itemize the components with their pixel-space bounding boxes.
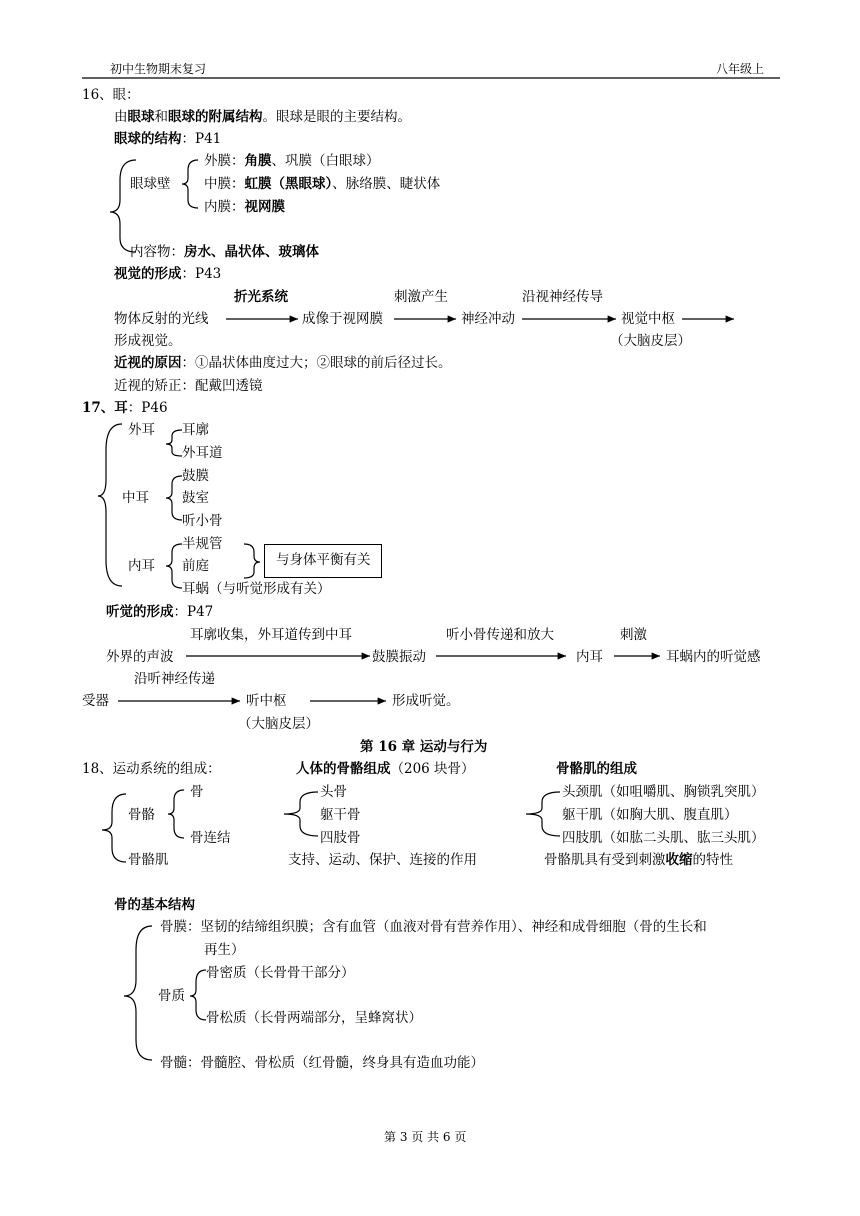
skeleton-label: 骨骼: [128, 807, 155, 823]
hearing-label-stimulus: 刺激: [620, 627, 647, 643]
balance-brace: [244, 544, 260, 578]
eye-structure-heading: 眼球的结构：P41: [114, 131, 222, 147]
periosteum-line-1: 骨膜：坚韧的结缔组织膜；含有血管（血液对骨有营养作用）、神经和成骨细胞（骨的生长和: [160, 919, 707, 935]
eye-wall-brace: [182, 160, 198, 208]
bones-brace: [284, 792, 318, 836]
ear-item-cochlea: 耳蜗（与听觉形成有关）: [182, 581, 331, 597]
ear-outer-ear-brace: [166, 430, 182, 456]
vision-label-stimulus: 刺激产生: [394, 289, 448, 305]
hearing-label-collect: 耳廓收集，外耳道传到中耳: [190, 627, 352, 643]
eye-contents: 内容物：房水、晶状体、玻璃体: [130, 244, 319, 260]
skeleton-function: 支持、运动、保护、连接的作用: [288, 852, 477, 868]
bone-skull: 头骨: [320, 784, 347, 800]
skeleton-heading: 人体的骨骼组成（206 块骨）: [296, 761, 475, 777]
ear-outer-brace: [98, 424, 122, 586]
vision-cortex: （大脑皮层）: [610, 333, 691, 349]
compact-bone: 骨密质（长骨骨干部分）: [206, 965, 355, 981]
muscle-property: 骨骼肌具有受到刺激收缩的特性: [544, 852, 733, 868]
vision-label-refraction: 折光系统: [234, 289, 288, 305]
muscle-limbs: 四肢肌（如肱二头肌、肱三头肌）: [562, 830, 765, 846]
bone-substance-label: 骨质: [158, 988, 185, 1004]
myopia-correction: 近视的矫正：配戴凹透镜: [114, 378, 263, 394]
bone-structure-heading: 骨的基本结构: [114, 897, 195, 913]
header-right: 八年级上: [716, 62, 765, 76]
vision-heading: 视觉的形成：P43: [114, 266, 222, 282]
muscle-trunk: 躯干肌（如胸大肌、腹直肌）: [562, 807, 738, 823]
bone-substance-brace: [190, 970, 206, 1020]
vision-result: 形成视觉。: [114, 333, 182, 349]
hearing-node-receptor-2: 受器: [82, 693, 109, 709]
hearing-node-sound: 外界的声波: [106, 649, 174, 665]
ear-item-tympanic: 鼓室: [182, 490, 209, 506]
bone-limbs: 四肢骨: [320, 830, 361, 846]
muscle-heading: 骨骼肌的组成: [556, 761, 637, 777]
vision-node-light: 物体反射的光线: [114, 311, 209, 327]
vision-node-retina: 成像于视网膜: [302, 311, 383, 327]
section-17-title: 17、耳：P46: [82, 400, 168, 416]
vision-node-impulse: 神经冲动: [461, 311, 515, 327]
ear-item-ossicles: 听小骨: [182, 513, 223, 529]
page-footer: 第 3 页 共 6 页: [384, 1130, 467, 1144]
hearing-label-nerve: 沿听神经传递: [134, 671, 215, 687]
hearing-node-center: 听中枢: [246, 693, 287, 709]
bone-marrow: 骨髓：骨髓腔、骨松质（红骨髓，终身具有造血功能）: [160, 1055, 484, 1071]
ear-item-eardrum: 鼓膜: [182, 468, 209, 484]
eyeball-wall-label: 眼球壁: [130, 176, 171, 192]
hearing-label-ossicles: 听小骨传递和放大: [446, 627, 554, 643]
myopia-cause: 近视的原因：①晶状体曲度过大；②眼球的前后径过长。: [114, 355, 452, 371]
muscle-label: 骨骼肌: [128, 852, 169, 868]
ear-item-auricle: 耳廓: [182, 422, 209, 438]
ear-item-vestibule: 前庭: [182, 558, 209, 574]
hearing-node-eardrum: 鼓膜振动: [372, 649, 426, 665]
middle-ear-label: 中耳: [122, 490, 149, 506]
outer-membrane: 外膜：角膜、巩膜（白眼球）: [204, 153, 380, 169]
vision-node-center: 视觉中枢: [621, 311, 675, 327]
hearing-result: 形成听觉。: [392, 693, 460, 709]
hearing-heading: 听觉的形成：P47: [106, 604, 214, 620]
header-left: 初中生物期末复习: [110, 62, 207, 76]
middle-membrane: 中膜：虹膜（黑眼球）、脉络膜、睫状体: [204, 176, 441, 192]
muscle-head-neck: 头颈肌（如咀嚼肌、胸锁乳突肌）: [562, 784, 765, 800]
section-18-title: 18、运动系统的组成：: [82, 761, 221, 777]
periosteum-line-2: 再生）: [204, 942, 245, 958]
eye-outer-brace: [110, 160, 136, 252]
motor-outer-brace: [102, 794, 126, 862]
outer-ear-label: 外耳: [128, 422, 155, 438]
chapter-title: 第 16 章 运动与行为: [360, 739, 488, 755]
hearing-node-inner: 内耳: [576, 649, 603, 665]
muscles-brace: [526, 792, 560, 836]
inner-ear-label: 内耳: [128, 558, 155, 574]
balance-text: 与身体平衡有关: [276, 552, 371, 568]
section-16-title: 16、眼：: [82, 87, 140, 103]
ear-middle-ear-brace: [166, 476, 182, 520]
bone-structure-brace: [124, 926, 152, 1060]
ear-item-canals: 半规管: [182, 536, 223, 552]
hearing-cortex: （大脑皮层）: [238, 716, 319, 732]
bone-label: 骨: [190, 784, 204, 800]
skeleton-brace: [168, 790, 184, 838]
spongy-bone: 骨松质（长骨两端部分，呈蜂窝状）: [206, 1010, 422, 1026]
bone-trunk: 躯干骨: [320, 807, 361, 823]
joint-label: 骨连结: [190, 830, 231, 846]
eye-intro: 由眼球和眼球的附属结构。眼球是眼的主要结构。: [114, 109, 411, 125]
hearing-node-receptor: 耳蜗内的听觉感: [666, 649, 761, 665]
ear-inner-ear-brace: [166, 544, 182, 588]
inner-membrane: 内膜：视网膜: [204, 199, 285, 215]
ear-item-canal: 外耳道: [182, 445, 223, 461]
vision-label-optic-nerve: 沿视神经传导: [522, 289, 603, 305]
